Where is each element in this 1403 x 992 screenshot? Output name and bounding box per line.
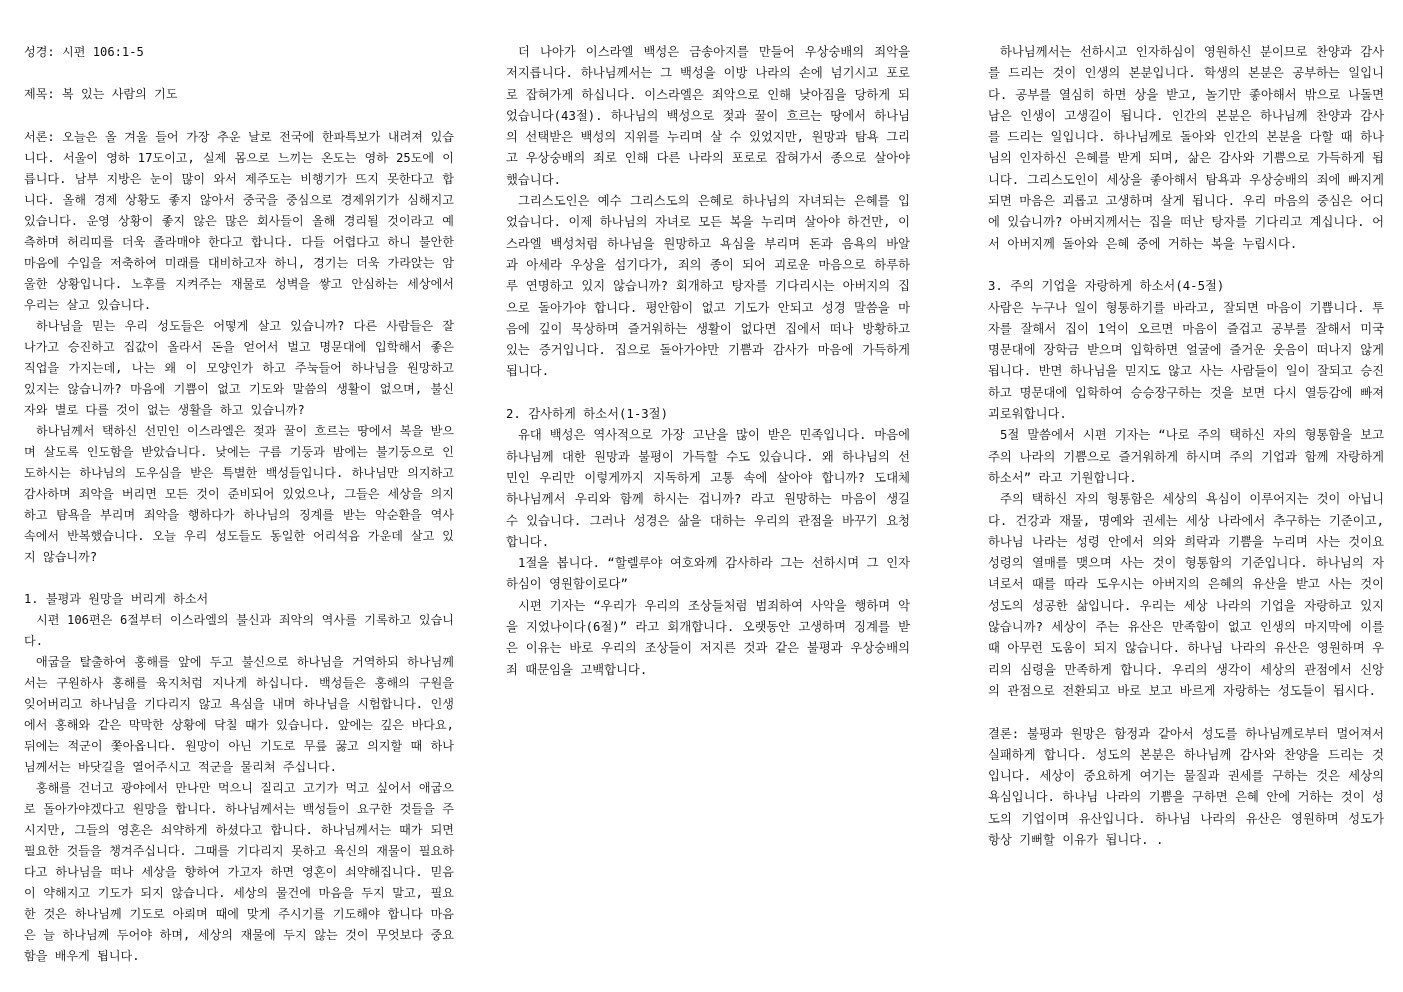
column-2 xyxy=(506,42,910,681)
intro-paragraph: 서론: 오늘은 올 겨울 들어 가장 추운 날로 전국에 한파특보가 내려져 있습니다. 서울이 영하 17도이고, 실제 몸으로 느끼는 온도는 영하 25도에 이릅니다. 남부 지방은 눈이 많이 와서 제주도는 비행기가 뜨지 못한다고 합니다. 올해 경제 상황도 좋지 않아서 중국을 중심으로 경제위기가 심해지고 있습니다. 운영 상황이 좋지 않은 많은 회사들이 올해 경리될 것이라고 예측하며 허리띠를 더욱 졸라매야 한다고 합니다. 다들 어렵다고 하니 불안한 마음에 수입을 저축하여 미래를 대비하고자 하니, 경기는 더욱 가라앉는 암울한 상황입니다. 노후를 지켜주는 재물로 성벽을 쌓고 안심하는 세상에서 우리는 살고 있습니다. xyxy=(24,129,454,312)
intro-paragraph: 하나님께서 택하신 선민인 이스라엘은 젖과 꿀이 흐르는 땅에서 복을 받으며 살도록 인도함을 받았습니다. 낮에는 구름 기둥과 밤에는 불기둥으로 인도하시는 하나님의 도우심을 받은 특별한 백성들입니다. 하나님만 의지하고 감사하며 죄악을 버리면 모든 것이 준비되어 있었으나, 그들은 세상을 의지하고 탐욕을 부리며 죄악을 행하다가 하나님의 징계를 받는 악순환을 역사 속에서 반복했습니다. 오늘 우리 성도들도 동일한 어리석음 가운데 살고 있지 않습니까? xyxy=(24,423,454,564)
conclusion-paragraph: 결론: 불평과 원망은 함정과 같아서 성도를 하나님께로부터 멀어져서 실패하게 합니다. 성도의 본분은 하나님께 감사와 찬양을 드리는 것입니다. 세상이 중요하게 여기는 물질과 권세를 구하는 것은 세상의 욕심입니다. 하나님 나라의 기쁨을 구하면 은혜 안에 거하는 것이 성도의 기업이며 유산입니다. 하나님 나라의 유산은 영원하며 성도가 항상 기뻐할 이유가 됩니다. . xyxy=(988,726,1384,847)
section-1-heading: 1. 불평과 원망을 버리게 하소서 xyxy=(24,591,209,606)
section-2-paragraph: 유대 백성은 역사적으로 가장 고난을 많이 받은 민족입니다. 마음에 하나님께 대한 원망과 불평이 가득할 수도 있습니다. 왜 하나님의 선민인 우리만 이렇게까지 지독하게 고통 속에 살아야 합니까? 도대체 하나님께서 우리와 함께 하시는 겁니까? 라고 원망하는 마음이 생길 수 있습니다. 그러나 성경은 삶을 대하는 우리의 관점을 바꾸기 요청합니다. xyxy=(506,428,910,549)
column-3 xyxy=(988,42,1384,851)
section-2-paragraph: 시편 기자는 “우리가 우리의 조상들처럼 범죄하여 사악을 행하며 악을 지었나이다(6절)” 라고 회개합니다. 오랫동안 고생하며 징계를 받은 이유는 바로 우리의 조상들이 저지른 것과 같은 불평과 우상숭배의 죄 때문임을 고백합니다. xyxy=(506,598,910,677)
section-3-paragraph: 주의 택하신 자의 형통함은 세상의 욕심이 이루어지는 것이 아닙니다. 건강과 재물, 명예와 권세는 세상 나라에서 추구하는 기준이고, 하나님 나라는 성령 안에서 의와 희락과 기쁨을 누리며 사는 것이요 성령의 열매를 맺으며 사는 것이 형통함의 기준입니다. 하나님의 자녀로서 때를 따라 도우시는 아버지의 은혜의 유산을 받고 사는 것이 성도의 성공한 삶입니다. 우리는 세상 나라의 기업을 자랑하고 있지 않습니까? 세상이 주는 유산은 만족함이 없고 인생의 마지막에 이를 때 아무런 도움이 되지 않습니다. 하나님 나라의 유산은 영원하며 우리의 심령을 만족하게 합니다. 우리의 생각이 세상의 관점에서 신앙의 관점으로 전환되고 바로 보고 바르게 자랑하는 성도들이 됩시다. xyxy=(988,492,1384,698)
sermon-title: 제목: 복 있는 사람의 기도 xyxy=(24,87,178,102)
intro-paragraph: 하나님을 믿는 우리 성도들은 어떻게 살고 있습니까? 다른 사람들은 잘 나가고 승진하고 집값이 올라서 돈을 얻어서 벌고 명문대에 입학해서 좋은 직업을 가지는데, 나는 왜 이 모양인가 하고 주눅들어 하나님을 원망하고 있지는 않습니까? 마음에 기쁨이 없고 기도와 말씀의 생활이 없으며, 불신자와 별로 다를 것이 없는 생활을 하고 있습니까? xyxy=(24,318,454,417)
column-1 xyxy=(24,42,454,967)
section-2-heading: 2. 감사하게 하소서(1-3절) xyxy=(506,407,669,422)
section-3-paragraph: 5절 말씀에서 시편 기자는 “나로 주의 택하신 자의 형통함을 보고 주의 나라의 기쁨으로 즐거워하게 하시며 주의 기업과 함께 자랑하게 하소서” 라고 기원합니다. xyxy=(988,428,1384,485)
section-3-heading: 3. 주의 기업을 자랑하게 하소서(4-5절) xyxy=(988,279,1225,294)
scripture-reference: 성경: 시편 106:1-5 xyxy=(24,45,144,59)
section-2-paragraph: 하나님께서는 선하시고 인자하심이 영원하신 분이므로 찬양과 감사를 드리는 것이 인생의 본분입니다. 학생의 본분은 공부하는 일입니다. 공부를 열심히 하면 상을 받고, 놀기만 좋아해서 밖으로 나돌면 남은 인생이 고생길이 됩니다. 인간의 본분은 하나님께 찬양과 감사를 드리는 일입니다. 하나님께로 돌아와 인간의 본분을 다할 때 하나님의 인자하신 은혜를 받게 되며, 삶은 감사와 기쁨으로 가득하게 됩니다. 그리스도인이 세상을 좋아해서 탐욕과 우상숭배의 죄에 빠지게 되면 마음은 괴롭고 고생하며 살게 됩니다. 우리 마음의 중심은 어디에 있습니까? 아버지께서는 집을 떠난 탕자를 기다리고 계십니다. 어서 아버지께 돌아와 은혜 중에 거하는 복을 누립시다. xyxy=(988,45,1384,251)
section-1-paragraph: 그리스도인은 예수 그리스도의 은혜로 하나님의 자녀되는 은혜를 입었습니다. 이제 하나님의 자녀로 모든 복을 누리며 살아야 하건만, 이스라엘 백성처럼 하나님을 원망하고 욕심을 부리며 돈과 음욕의 바알과 아세라 우상을 섬기다가, 죄의 종이 되어 괴로운 마음으로 하루하루 연명하고 있지 않습니까? 회개하고 탕자를 기다리시는 아버지의 집으로 돌아가야 합니다. 평안함이 없고 기도가 안되고 성경 말씀을 마음에 깊이 묵상하며 즐거워하는 생활이 없다면 집에서 떠나 방황하고 있는 증거입니다. 집으로 돌아가야만 기쁨과 감사가 마음에 가득하게 됩니다. xyxy=(506,194,910,379)
section-1-paragraph: 애굽을 탈출하여 홍해를 앞에 두고 불신으로 하나님을 거역하되 하나님께서는 구원하사 홍해를 육지처럼 지나게 하십니다. 백성들은 홍해의 구원을 잊어버리고 하나님을 기다리지 않고 욕심을 내며 하나님을 시험합니다. 인생에서 홍해와 같은 막막한 상황에 닥칠 때가 있습니다. 앞에는 깊은 바다요, 뒤에는 적군이 쫓아옵니다. 원망이 아닌 기도로 무릎 꿇고 의지할 때 하나님께서는 바닷길을 열어주시고 적군을 물리쳐 주십니다. xyxy=(24,654,454,774)
section-1-paragraph: 더 나아가 이스라엘 백성은 금송아지를 만들어 우상숭배의 죄악을 저지릅니다. 하나님께서는 그 백성을 이방 나라의 손에 넘기시고 포로로 잡혀가게 하십니다. 이스라엘은 죄악으로 인해 낮아짐을 당하게 되었습니다(43절). 하나님의 백성으로 젖과 꿀이 흐르는 땅에서 하나님의 선택받은 백성의 지위를 누리며 살 수 있었지만, 원망과 탐욕 그리고 우상숭배의 죄로 인해 다른 나라의 포로로 잡혀가서 종으로 살아야 했습니다. xyxy=(506,45,910,187)
section-2-paragraph: 1절을 봅니다. “할렐루야 여호와께 감사하라 그는 선하시며 그 인자하심이 영원함이로다” xyxy=(506,556,910,592)
section-3-paragraph: 사람은 누구나 일이 형통하기를 바라고, 잘되면 마음이 기쁩니다. 투자를 잘해서 집이 1억이 오르면 마음이 즐겁고 공부를 잘해서 미국 명문대에 장학금 받으며 입학하면 얼굴에 즐거운 웃음이 떠나지 않게 됩니다. 반면 하나님을 믿지도 않고 사는 사람들이 일이 잘되고 승진하고 명문대에 입학하여 승승장구하는 것을 보면 다시 열등감에 빠져 괴로워합니다. xyxy=(988,300,1384,422)
section-1-paragraph: 시편 106편은 6절부터 이스라엘의 불신과 죄악의 역사를 기록하고 있습니다. xyxy=(24,612,454,648)
section-1-paragraph: 홍해를 건너고 광야에서 만나만 먹으니 질리고 고기가 먹고 싶어서 애굽으로 돌아가야겠다고 원망을 합니다. 하나님께서는 백성들이 요구한 것들을 주시지만, 그들의 영혼은 쇠약하게 하셨다고 합니다. 하나님께서는 때가 되면 필요한 것들을 챙겨주십니다. 그때를 기다리지 못하고 육신의 재물이 필요하다고 하나님을 떠나 세상을 향하여 가고자 하면 영혼이 쇠약해집니다. 믿음이 약해지고 기도가 되지 않습니다. 세상의 물건에 마음을 두지 말고, 필요한 것은 하나님께 기도로 아뢰며 때에 맞게 주시기를 기도해야 합니다 마음은 늘 하나님께 두어야 하며, 세상의 재물에 두지 않는 것이 무엇보다 중요함을 배우게 됩니다. xyxy=(24,780,454,963)
